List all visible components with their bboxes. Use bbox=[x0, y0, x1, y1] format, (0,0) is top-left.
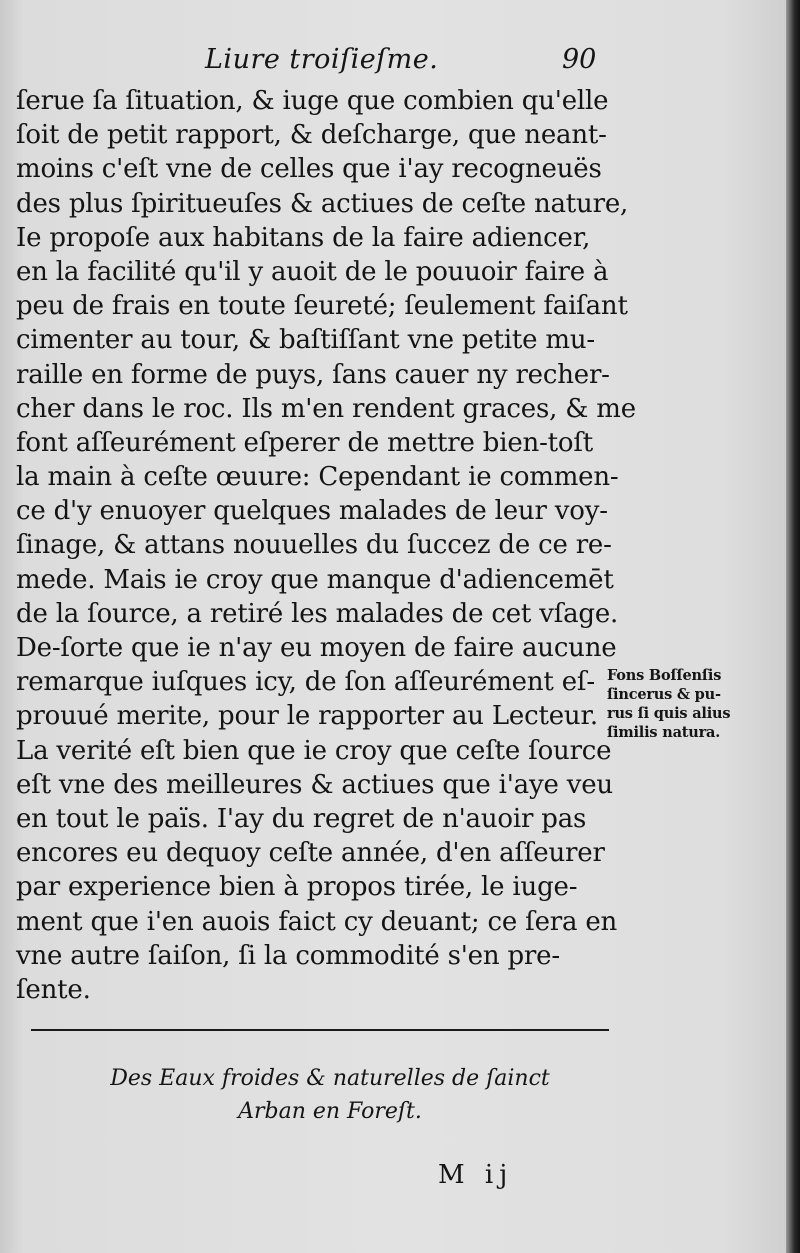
text-line: ſinage, & attans nouuelles du ſuccez de ce re- bbox=[16, 530, 612, 561]
text-line: encores eu dequoy ceſte année, d'en aſſeurer bbox=[16, 838, 605, 869]
section-heading bbox=[60, 1062, 600, 1128]
section-heading-line: Des Eaux froides & naturelles de ſainct bbox=[110, 1066, 550, 1091]
text-line: mede. Mais ie croy que manque d'adiencemēt bbox=[16, 564, 614, 595]
text-line: ſente. bbox=[16, 974, 91, 1005]
text-line: raille en forme de puys, ſans cauer ny recher- bbox=[16, 359, 610, 390]
text-line: prouué merite, pour le rapporter au Lecteur. bbox=[16, 701, 598, 732]
running-title: Liure troiſieſme. bbox=[205, 44, 439, 75]
text-line: remarque iuſques icy, de ſon aſſeurément eſ- bbox=[16, 667, 595, 698]
margin-note-line: ſincerus & pu- bbox=[607, 686, 721, 703]
section-heading-line: Arban en Foreſt. bbox=[238, 1099, 422, 1124]
text-line: De-ſorte que ie n'ay eu moyen de faire aucune bbox=[16, 633, 617, 663]
text-line: en tout le païs. I'ay du regret de n'auoir pas bbox=[16, 803, 587, 834]
text-line: vne autre ſaiſon, ſi la commodité s'en pre- bbox=[16, 940, 560, 971]
section-divider bbox=[31, 1029, 609, 1031]
signature-mark: M ij bbox=[438, 1160, 514, 1190]
text-line: des plus ſpiritueuſes & actiues de ceſte nature, bbox=[16, 188, 629, 219]
text-line: eſt vne des meilleures & actiues que i'aye veu bbox=[16, 769, 613, 800]
page-edge bbox=[786, 0, 800, 1253]
margin-note-line: ſimilis natura. bbox=[607, 724, 721, 741]
body-text bbox=[16, 84, 636, 1007]
text-line: La verité eſt bien que ie croy que ceſte ſource bbox=[16, 735, 612, 766]
text-line: peu de frais en toute ſeureté; ſeulement faiſant bbox=[16, 291, 628, 322]
text-line: de la ſource, a retiré les malades de cet vſage. bbox=[16, 598, 619, 629]
margin-note bbox=[607, 666, 787, 742]
margin-note-line: Fons Boſſenſis bbox=[607, 667, 722, 684]
text-line: moins c'eſt vne de celles que i'ay recogneuës bbox=[16, 154, 602, 185]
page-header bbox=[0, 44, 786, 84]
text-line: par experience bien à propos tirée, le iuge- bbox=[16, 872, 578, 903]
text-line: en la facilité qu'il y auoit de le pouuoir faire à bbox=[16, 256, 609, 287]
text-line: ſerue ſa ſituation, & iuge que combien qu'elle bbox=[16, 86, 609, 116]
page-number: 90 bbox=[562, 44, 597, 75]
text-line: cimenter au tour, & baſtiſſant vne petite mu- bbox=[16, 325, 595, 356]
text-line: la main à ceſte œuure: Cependant ie commen- bbox=[16, 462, 619, 493]
text-line: ce d'y enuoyer quelques malades de leur voy- bbox=[16, 496, 608, 527]
text-line: cher dans le roc. Ils m'en rendent graces, & me bbox=[16, 393, 636, 424]
text-line: Ie propoſe aux habitans de la faire adiencer, bbox=[16, 222, 591, 253]
text-line: font aſſeurément eſperer de mettre bien-toſt bbox=[16, 427, 594, 458]
text-line: ment que i'en auois faict cy deuant; ce ſera en bbox=[16, 906, 618, 937]
text-line: ſoit de petit rapport, & deſcharge, que neant- bbox=[16, 120, 607, 151]
margin-note-line: rus ſi quis alius bbox=[607, 705, 731, 722]
